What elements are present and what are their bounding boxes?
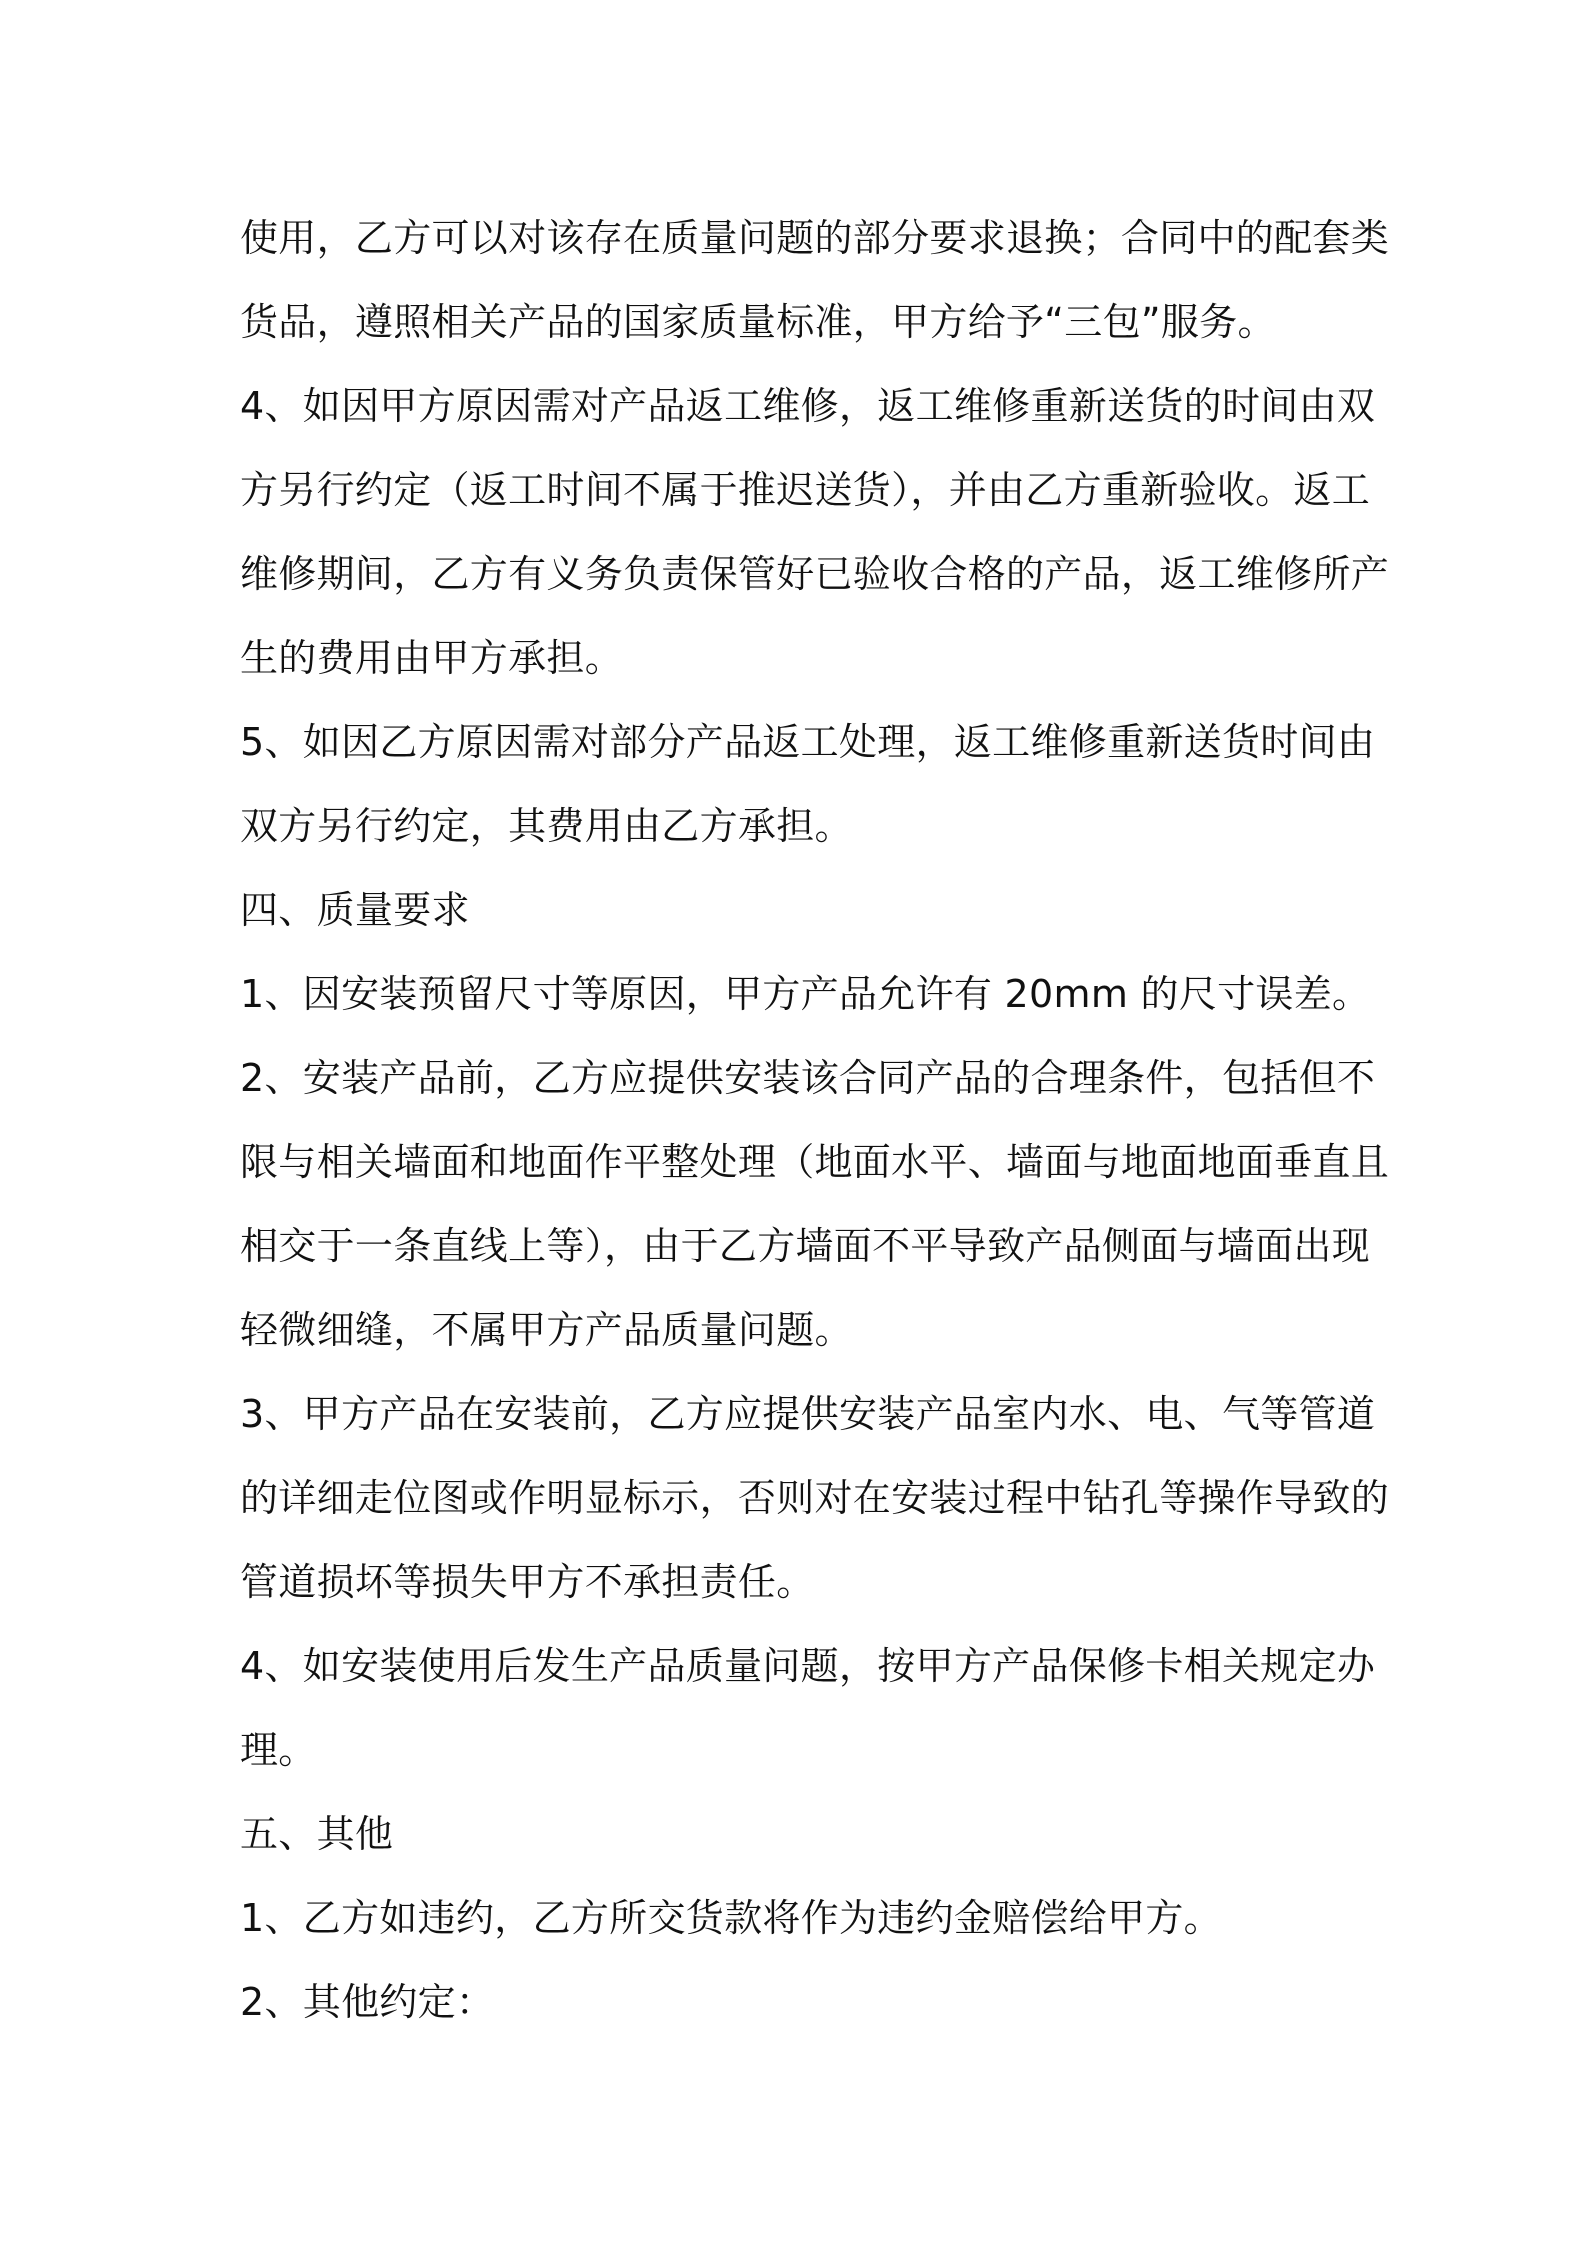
- text-line: 1、因安装预留尺寸等原因，甲方产品允许有 20mm 的尺寸误差。: [240, 972, 1371, 1016]
- text-line: 管道损坏等损失甲方不承担责任。: [240, 1560, 815, 1604]
- section-heading: 四、质量要求: [240, 888, 470, 932]
- document-body: [240, 196, 1390, 2044]
- text-line: 使用，乙方可以对该存在质量问题的部分要求退换；合同中的配套类: [240, 216, 1390, 260]
- text-line: 2、其他约定：: [240, 1980, 495, 2024]
- text-line: 生的费用由甲方承担。: [240, 636, 624, 680]
- text-line: 理。: [240, 1728, 317, 1772]
- text-line: 双方另行约定，其费用由乙方承担。: [240, 804, 853, 848]
- text-line: 4、如因甲方原因需对产品返工维修，返工维修重新送货的时间由双: [240, 384, 1376, 428]
- text-line: 的详细走位图或作明显标示，否则对在安装过程中钻孔等操作导致的: [240, 1476, 1390, 1520]
- text-line: 方另行约定（返工时间不属于推迟送货），并由乙方重新验收。返工: [240, 468, 1371, 512]
- text-line: 维修期间，乙方有义务负责保管好已验收合格的产品，返工维修所产: [240, 552, 1390, 596]
- section-heading: 五、其他: [240, 1812, 394, 1856]
- text-line: 限与相关墙面和地面作平整处理（地面水平、墙面与地面地面垂直且: [240, 1140, 1390, 1184]
- text-line: 5、如因乙方原因需对部分产品返工处理，返工维修重新送货时间由: [240, 720, 1376, 764]
- text-line: 1、乙方如违约，乙方所交货款将作为违约金赔偿给甲方。: [240, 1896, 1222, 1940]
- text-line: 轻微细缝，不属甲方产品质量问题。: [240, 1308, 853, 1352]
- text-line: 2、安装产品前，乙方应提供安装该合同产品的合理条件，包括但不: [240, 1056, 1376, 1100]
- text-line: 3、甲方产品在安装前，乙方应提供安装产品室内水、电、气等管道: [240, 1392, 1376, 1436]
- text-line: 货品，遵照相关产品的国家质量标准，甲方给予“三包”服务。: [240, 300, 1276, 344]
- text-line: 相交于一条直线上等），由于乙方墙面不平导致产品侧面与墙面出现: [240, 1224, 1371, 1268]
- text-line: 4、如安装使用后发生产品质量问题，按甲方产品保修卡相关规定办: [240, 1644, 1376, 1688]
